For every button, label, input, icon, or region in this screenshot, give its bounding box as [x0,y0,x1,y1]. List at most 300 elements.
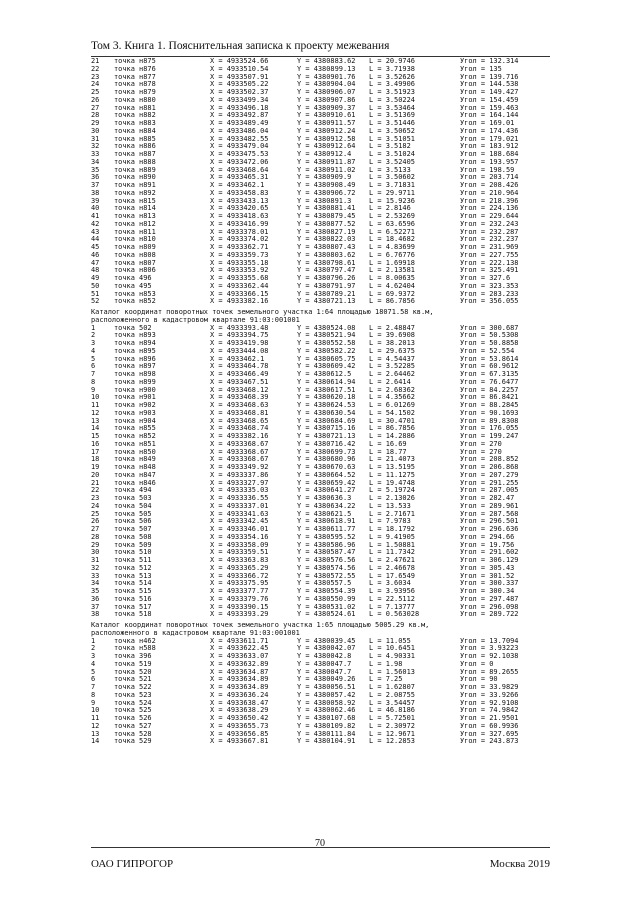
y-coordinate: Y = 4380641.27 [297,486,356,495]
point-index: 16 [91,439,100,448]
point-name: точка 517 [114,602,152,611]
x-coordinate: X = 4933465.31 [210,173,269,182]
point-name: точка 528 [114,729,152,738]
x-coordinate: X = 4933634.87 [210,667,269,676]
point-index: 12 [91,408,100,417]
direction-angle: Угол = 296.636 [460,525,519,533]
point-name: точка н809 [114,243,156,251]
segment-length: L = 3.51446 [369,119,415,127]
point-name: точка 396 [114,652,152,660]
x-coordinate: X = 4933418.63 [210,212,269,220]
y-coordinate: Y = 4380684.69 [297,416,356,425]
y-coordinate: Y = 4380531.02 [297,602,356,611]
segment-length: L = 5.19724 [369,486,415,495]
y-coordinate: Y = 4380524.08 [297,323,356,332]
x-coordinate: X = 4933342.45 [210,517,269,526]
x-coordinate: X = 4933336.55 [210,494,269,502]
segment-length: L = 2.68362 [369,385,415,394]
segment-length: L = 3.50224 [369,95,415,104]
segment-length: L = 2.71671 [369,509,415,518]
segment-length: L = 6.52271 [369,227,415,236]
x-coordinate: X = 4933394.75 [210,331,269,340]
x-coordinate: X = 4933374.02 [210,235,269,244]
point-index: 10 [91,393,100,402]
y-coordinate: Y = 4380822.03 [297,235,356,244]
direction-angle: Угол = 84.2257 [460,385,519,394]
direction-angle: Угол = 224.136 [460,204,519,213]
x-coordinate: X = 4933622.45 [210,644,269,653]
segment-length: L = 3.71938 [369,64,415,73]
direction-angle: Угол = 296.501 [460,517,519,526]
y-coordinate: Y = 4380617.51 [297,385,356,394]
direction-angle: Угол = 144.538 [460,80,519,89]
point-name: точка н855 [114,424,156,433]
point-index: 50 [91,281,100,290]
x-coordinate: X = 4933366.15 [210,289,269,298]
point-index: 26 [91,95,100,104]
y-coordinate: Y = 4380574.56 [297,563,356,572]
direction-angle: Угол = 169.01 [460,119,515,127]
direction-angle: Угол = 53.8614 [460,354,519,363]
x-coordinate: X = 4933363.83 [210,556,269,564]
segment-length: L = 30.4701 [369,416,415,425]
x-coordinate: X = 4933468.39 [210,393,269,402]
point-index: 20 [91,470,100,479]
page-header-title: Том 3. Книга 1. Пояснительная записка к проекту межевания [91,40,390,52]
point-name: точка 505 [114,509,152,518]
point-index: 22 [91,486,100,495]
segment-length: L = 4.62404 [369,281,415,290]
segment-length: L = 6.01269 [369,401,415,409]
direction-angle: Угол = 193.957 [460,157,519,166]
direction-angle: Угол = 188.684 [460,150,519,158]
point-index: 23 [91,72,100,81]
x-coordinate: X = 4933444.08 [210,346,269,355]
point-name: точка 513 [114,571,152,580]
point-index: 38 [91,188,100,197]
point-index: 12 [91,721,100,730]
segment-length: L = 2.8146 [369,204,411,213]
direction-angle: Угол = 33.9829 [460,683,519,691]
y-coordinate: Y = 4380104.91 [297,737,356,746]
direction-angle: Угол = 154.459 [460,95,519,104]
y-coordinate: Y = 4380587.47 [297,548,356,557]
segment-length: L = 3.6034 [369,579,411,588]
direction-angle: Угол = 210.964 [460,188,519,197]
x-coordinate: X = 4933510.54 [210,64,269,73]
x-coordinate: X = 4933496.18 [210,103,269,112]
x-coordinate: X = 4933468.65 [210,416,269,425]
y-coordinate: Y = 4380582.22 [297,346,356,355]
direction-angle: Угол = 287.568 [460,509,519,518]
y-coordinate: Y = 4380904.04 [297,80,356,89]
point-index: 4 [91,659,96,668]
x-coordinate: X = 4933667.81 [210,737,269,746]
direction-angle: Угол = 92.9108 [460,698,519,707]
segment-length: L = 1.98 [369,659,403,668]
direction-angle: Угол = 19.756 [460,540,515,549]
y-coordinate: Y = 4380879.45 [297,212,356,220]
x-coordinate: X = 4933475.53 [210,150,269,158]
x-coordinate: X = 4933362.44 [210,281,269,290]
y-coordinate: Y = 4380614.94 [297,377,356,386]
x-coordinate: X = 4933458.83 [210,188,269,197]
point-index: 30 [91,126,100,135]
y-coordinate: Y = 4380680.96 [297,455,356,464]
segment-length: L = 7.25 [369,675,403,684]
segment-length: L = 12.9671 [369,729,415,738]
point-name: точка 502 [114,323,152,332]
point-name: точка н876 [114,64,156,73]
segment-length: L = 46.8186 [369,706,415,715]
point-index: 5 [91,354,96,363]
x-coordinate: X = 4933337.86 [210,470,269,479]
y-coordinate: Y = 4380803.62 [297,250,356,259]
point-name: точка 523 [114,690,152,699]
point-index: 42 [91,219,100,228]
direction-angle: Угол = 282.47 [460,494,515,502]
point-index: 13 [91,416,100,425]
direction-angle: Угол = 300.34 [460,587,515,595]
segment-length: L = 19.4748 [369,478,415,487]
x-coordinate: X = 4933355.68 [210,274,269,282]
point-index: 2 [91,331,96,340]
point-index: 18 [91,455,100,464]
y-coordinate: Y = 4380557.5 [297,579,352,588]
point-name: точка н889 [114,165,156,174]
y-coordinate: Y = 4380057.42 [297,690,356,699]
segment-length: L = 2.30972 [369,721,415,730]
y-coordinate: Y = 4380612.5 [297,370,352,378]
point-index: 3 [91,652,96,660]
y-coordinate: Y = 4380911.57 [297,119,356,127]
point-name: точка н878 [114,80,156,89]
x-coordinate: X = 4933468.64 [210,165,269,174]
direction-angle: Угол = 174.436 [460,126,519,135]
y-coordinate: Y = 4380789.21 [297,289,356,298]
point-name: точка н897 [114,362,156,371]
segment-length: L = 3.54457 [369,698,415,707]
direction-angle: Угол = 132.314 [460,57,519,65]
y-coordinate: Y = 4380618.91 [297,517,356,526]
direction-angle: Угол = 3.93223 [460,644,519,653]
point-index: 35 [91,587,100,595]
point-index: 34 [91,157,100,166]
x-coordinate: X = 4933359.51 [210,548,269,557]
x-coordinate: X = 4933368.67 [210,455,269,464]
point-name: точка 516 [114,594,152,603]
point-index: 36 [91,173,100,182]
point-name: точка 509 [114,540,152,549]
point-index: 36 [91,594,100,603]
point-index: 11 [91,714,100,722]
y-coordinate: Y = 4380524.61 [297,610,356,619]
x-coordinate: X = 4933462.1 [210,181,265,189]
point-name: точка н875 [114,57,156,65]
point-name: точка 519 [114,659,152,668]
segment-length: L = 3.50602 [369,173,415,182]
x-coordinate: X = 4933468.63 [210,401,269,409]
point-index: 1 [91,323,96,332]
direction-angle: Угол = 327.6 [460,274,511,282]
x-coordinate: X = 4933433.13 [210,196,269,205]
x-coordinate: X = 4933382.16 [210,432,269,440]
point-name: точка 503 [114,494,152,502]
segment-length: L = 2.13581 [369,266,415,275]
x-coordinate: X = 4933462.1 [210,354,265,363]
point-name: точка 512 [114,563,152,572]
point-index: 22 [91,64,100,73]
segment-length: L = 29.9711 [369,188,415,197]
segment-length: L = 63.6596 [369,219,415,228]
point-name: точка н893 [114,331,156,340]
x-coordinate: X = 4933611.71 [210,636,269,645]
point-index: 26 [91,517,100,526]
y-coordinate: Y = 4380877.52 [297,219,356,228]
x-coordinate: X = 4933499.34 [210,95,269,104]
direction-angle: Угол = 289.961 [460,501,519,510]
point-name: точка н890 [114,173,156,182]
segment-length: L = 3.51923 [369,88,415,96]
point-index: 3 [91,339,96,347]
point-name: точка н884 [114,126,156,135]
point-name: точка 526 [114,714,152,722]
y-coordinate: Y = 4380901.76 [297,72,356,81]
x-coordinate: X = 4933355.18 [210,258,269,267]
x-coordinate: X = 4933466.49 [210,370,269,378]
direction-angle: Угол = 21.9501 [460,714,519,722]
point-index: 19 [91,463,100,471]
segment-length: L = 9.41905 [369,532,415,541]
x-coordinate: X = 4933468.81 [210,408,269,417]
direction-angle: Угол = 67.3135 [460,370,519,378]
y-coordinate: Y = 4380039.45 [297,636,356,645]
segment-length: L = 3.51051 [369,134,415,143]
segment-length: L = 16.69 [369,439,407,448]
point-index: 8 [91,377,96,386]
y-coordinate: Y = 4380912.24 [297,126,356,135]
direction-angle: Угол = 287.005 [460,486,519,495]
segment-length: L = 2.48847 [369,323,415,332]
y-coordinate: Y = 4380554.39 [297,587,356,595]
point-name: точка н885 [114,134,156,143]
point-name: точка 507 [114,525,152,533]
point-name: точка н896 [114,354,156,363]
y-coordinate: Y = 4380056.51 [297,683,356,691]
point-index: 44 [91,235,100,244]
x-coordinate: X = 4933377.77 [210,587,269,595]
y-coordinate: Y = 4380107.68 [297,714,356,722]
segment-length: L = 12.2853 [369,737,415,746]
y-coordinate: Y = 4380595.52 [297,532,356,541]
segment-length: L = 3.71831 [369,181,415,189]
direction-angle: Угол = 33.9266 [460,690,519,699]
segment-length: L = 18.4682 [369,235,415,244]
point-name: точка н815 [114,196,156,205]
point-index: 29 [91,540,100,549]
point-name: точка н887 [114,150,156,158]
direction-angle: Угол = 90 [460,675,498,684]
y-coordinate: Y = 4380716.42 [297,439,356,448]
catalog-heading: расположенного в кадастровом квартале 91:03:001001 [91,315,300,324]
x-coordinate: X = 4933638.29 [210,706,269,715]
point-name: точка 510 [114,548,152,557]
direction-angle: Угол = 60.9612 [460,362,519,371]
point-name: точка н895 [114,346,156,355]
point-index: 4 [91,346,96,355]
direction-angle: Угол = 60.9936 [460,721,519,730]
x-coordinate: X = 4933464.78 [210,362,269,371]
point-name: точка 518 [114,610,152,619]
segment-length: L = 8.00635 [369,274,415,282]
table-row [91,298,561,306]
point-index: 11 [91,401,100,409]
segment-length: L = 2.47621 [369,556,415,564]
direction-angle: Угол = 270 [460,439,502,448]
segment-length: L = 3.51369 [369,111,415,120]
point-name: точка 522 [114,683,152,691]
x-coordinate: X = 4933368.67 [210,439,269,448]
point-name: точка 504 [114,501,152,510]
y-coordinate: Y = 4380572.55 [297,571,356,580]
point-name: точка н882 [114,111,156,120]
segment-length: L = 13.533 [369,501,411,510]
direction-angle: Угол = 291.255 [460,478,519,487]
segment-length: L = 2.13026 [369,494,415,502]
coordinate-catalog [91,58,561,746]
y-coordinate: Y = 4380908.49 [297,181,356,189]
y-coordinate: Y = 4380699.73 [297,447,356,456]
direction-angle: Угол = 50.8858 [460,339,519,347]
segment-length: L = 1.56013 [369,667,415,676]
x-coordinate: X = 4933420.65 [210,204,269,213]
direction-angle: Угол = 232.287 [460,227,519,236]
direction-angle: Угол = 89.8308 [460,416,519,425]
y-coordinate: Y = 4380047.7 [297,659,352,668]
direction-angle: Угол = 208.852 [460,455,519,464]
y-coordinate: Y = 4380797.47 [297,266,356,275]
segment-length: L = 3.51024 [369,150,415,158]
point-name: точка н812 [114,219,156,228]
segment-length: L = 14.2886 [369,432,415,440]
y-coordinate: Y = 4380909.9 [297,173,352,182]
catalog-heading: Каталог координат поворотных точек земельного участка 1:65 площадью 5005.29 кв.м, [91,621,430,629]
segment-length: L = 18.1792 [369,525,415,533]
point-index: 46 [91,250,100,259]
x-coordinate: X = 4933368.67 [210,447,269,456]
segment-length: L = 2.64462 [369,370,415,378]
x-coordinate: X = 4933359.73 [210,250,269,259]
point-index: 35 [91,165,100,174]
segment-length: L = 38.2013 [369,339,415,347]
point-index: 17 [91,447,100,456]
segment-length: L = 11.055 [369,636,411,645]
direction-angle: Угол = 164.144 [460,111,519,120]
segment-length: L = 2.6414 [369,377,411,386]
segment-length: L = 54.1502 [369,408,415,417]
point-index: 40 [91,204,100,213]
segment-length: L = 86.7856 [369,297,415,306]
point-index: 49 [91,274,100,282]
y-coordinate: Y = 4380906.07 [297,88,356,96]
y-coordinate: Y = 4380586.96 [297,540,356,549]
page-number: 70 [315,838,325,849]
point-name: точка н813 [114,212,156,220]
x-coordinate: X = 4933419.98 [210,339,269,347]
y-coordinate: Y = 4380883.62 [297,57,356,65]
direction-angle: Угол = 327.695 [460,729,519,738]
point-name: точка н879 [114,88,156,96]
point-index: 24 [91,501,100,510]
point-name: точка н900 [114,385,156,394]
point-name: точка 514 [114,579,152,588]
y-coordinate: Y = 4380907.86 [297,95,356,104]
point-index: 2 [91,644,96,653]
point-index: 37 [91,602,100,611]
point-name: точка 520 [114,667,152,676]
x-coordinate: X = 4933634.89 [210,675,269,684]
segment-length: L = 3.52405 [369,157,415,166]
segment-length: L = 3.93956 [369,587,415,595]
segment-length: L = 3.49906 [369,80,415,89]
point-index: 15 [91,432,100,440]
y-coordinate: Y = 4380911.02 [297,165,356,174]
catalog-section [91,58,561,306]
point-name: точка н883 [114,119,156,127]
point-index: 23 [91,494,100,502]
y-coordinate: Y = 4380899.13 [297,64,356,73]
point-name: точка н849 [114,455,156,464]
direction-angle: Угол = 300.687 [460,323,519,332]
point-index: 45 [91,243,100,251]
point-index: 25 [91,88,100,96]
segment-length: L = 22.5112 [369,594,415,603]
x-coordinate: X = 4933379.76 [210,594,269,603]
point-index: 5 [91,667,96,676]
point-index: 28 [91,532,100,541]
direction-angle: Угол = 86.8421 [460,393,519,402]
direction-angle: Угол = 179.021 [460,134,519,143]
segment-length: L = 0.563028 [369,610,420,619]
point-name: точка н892 [114,188,156,197]
point-index: 6 [91,675,96,684]
segment-length: L = 4.83699 [369,243,415,251]
x-coordinate: X = 4933632.89 [210,659,269,668]
segment-length: L = 20.9746 [369,57,415,65]
y-coordinate: Y = 4380659.42 [297,478,356,487]
segment-length: L = 13.5195 [369,463,415,471]
y-coordinate: Y = 4380798.61 [297,258,356,267]
point-index: 34 [91,579,100,588]
catalog-section [91,306,561,619]
point-name: точка 527 [114,721,152,730]
point-index: 1 [91,636,96,645]
point-name: точка н807 [114,258,156,267]
direction-angle: Угол = 203.714 [460,173,519,182]
direction-angle: Угол = 76.6477 [460,377,519,386]
y-coordinate: Y = 4380912.64 [297,142,356,151]
segment-length: L = 4.90331 [369,652,415,660]
direction-angle: Угол = 199.247 [460,432,519,440]
x-coordinate: X = 4933327.97 [210,478,269,487]
y-coordinate: Y = 4380624.53 [297,401,356,409]
point-name: точка н904 [114,416,156,425]
segment-length: L = 15.9236 [369,196,415,205]
segment-length: L = 1.50881 [369,540,415,549]
point-index: 41 [91,212,100,220]
x-coordinate: X = 4933472.06 [210,157,269,166]
y-coordinate: Y = 4380670.63 [297,463,356,471]
